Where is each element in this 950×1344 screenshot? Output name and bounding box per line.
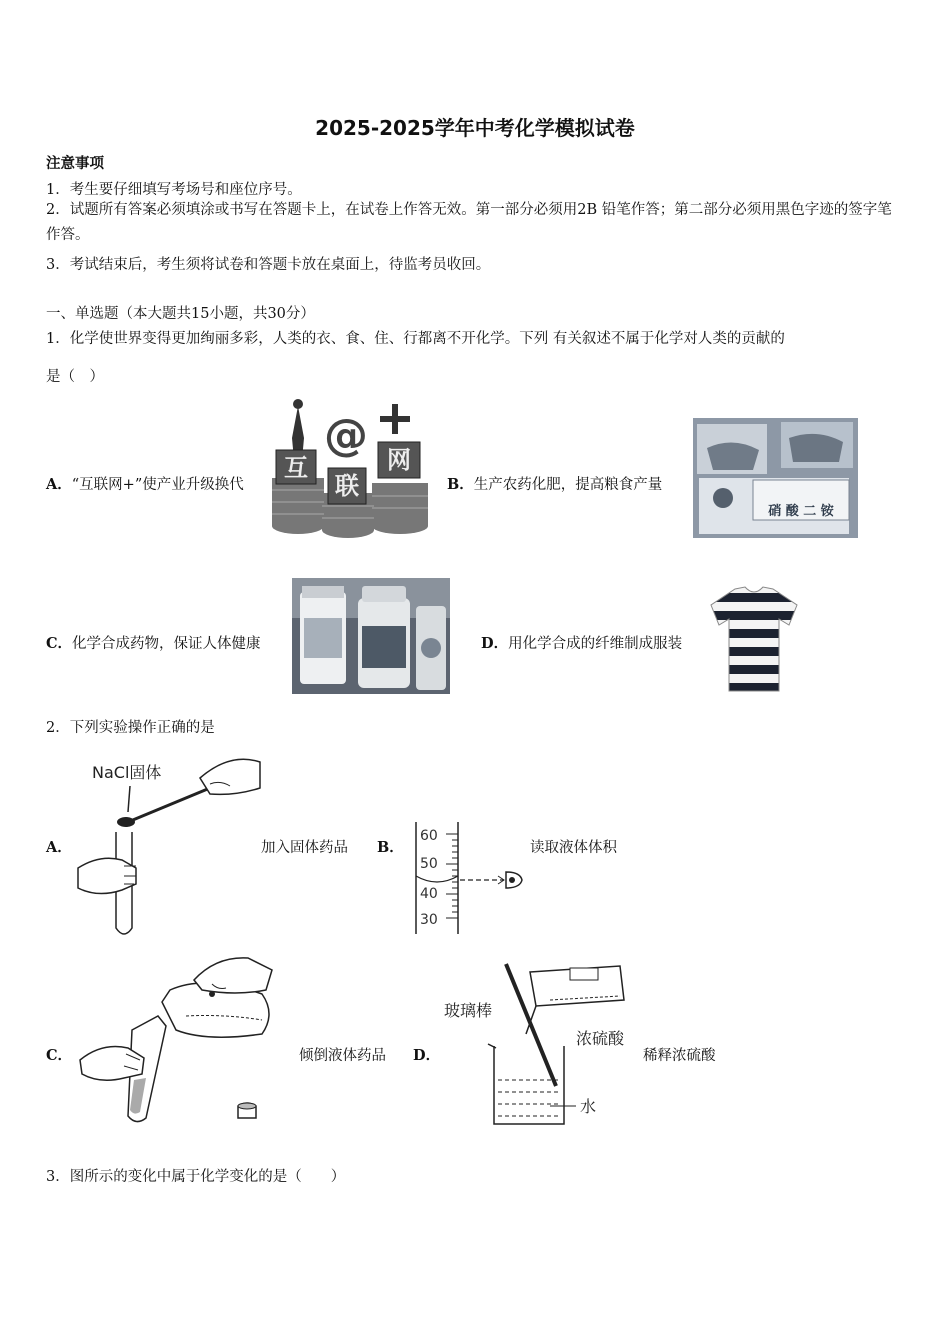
fertilizer-bags-image	[693, 418, 858, 538]
internet-plus-image	[268, 398, 440, 538]
notice-item-3: 3．考试结束后，考生须将试卷和答题卡放在桌面上，待监考员收回。	[46, 257, 491, 273]
bag-label: 硝 酸 二 铵	[768, 504, 834, 519]
add-solid-image	[70, 748, 265, 940]
q2-option-c-key: C．	[46, 1047, 73, 1064]
q2-option-d-text: 稀释浓硫酸	[643, 1048, 716, 1064]
scale-40: 40	[420, 886, 438, 902]
tile-text: 联	[335, 472, 359, 500]
q3-stem: 3．图所示的变化中属于化学变化的是（ ）	[46, 1169, 346, 1185]
graduated-cylinder-image	[410, 818, 530, 938]
option-text: 生产农药化肥，提高粮食产量	[473, 477, 663, 493]
option-key: D．	[481, 635, 509, 652]
section-heading: 一、单选题（本大题共15小题，共30分）	[46, 306, 315, 322]
option-key: C．	[46, 635, 73, 652]
scale-50: 50	[420, 856, 438, 872]
q1-stem-line2: 是（ ）	[46, 369, 104, 385]
q1-option-c	[46, 632, 261, 653]
option-key: B．	[447, 476, 474, 493]
scale-30: 30	[420, 912, 438, 928]
q1-stem-line1: 1．化学使世界变得更加绚丽多彩，人类的衣、食、住、行都离不开化学。下列 有关叙述不属于化学对人类的贡献的	[46, 331, 785, 347]
q2-option-d-key: D．	[413, 1047, 441, 1064]
medicine-bottles-image	[292, 578, 450, 694]
glass-rod-label: 玻璃棒	[444, 1001, 493, 1020]
scale-60: 60	[420, 828, 438, 844]
option-key: A．	[46, 476, 72, 493]
option-text: 用化学合成的纤维制成服装	[508, 636, 683, 652]
option-text: “互联网+”使产业升级换代	[71, 477, 244, 493]
dilute-acid-image	[440, 960, 645, 1132]
q2-option-c-text: 倾倒液体药品	[299, 1048, 386, 1064]
tile-text: 网	[387, 446, 411, 474]
q2-option-a-text: 加入固体药品	[261, 840, 348, 856]
pour-liquid-image	[76, 950, 276, 1128]
q2-option-b-key: B．	[377, 839, 404, 856]
notice-item-2: 2．试题所有答案必须填涂或书写在答题卡上，在试卷上作答无效。第一部分必须用2B 铅笔作答；第二部分必须用黑色字迹的签字笔作答。	[46, 202, 892, 243]
q1-option-d	[481, 632, 682, 653]
svg-text:@: @	[324, 410, 368, 461]
option-text: 化学合成药物，保证人体健康	[72, 636, 261, 652]
tile-text: 互	[284, 454, 308, 482]
q2-stem: 2．下列实验操作正确的是	[46, 720, 215, 736]
notice-item-1: 1．考生要仔细填写考场号和座位序号。	[46, 182, 302, 198]
q2-option-a-key: A．	[46, 839, 72, 856]
q1-option-a	[46, 473, 244, 494]
sulfuric-acid-label: 浓硫酸	[576, 1029, 625, 1048]
nacl-label: NaCl固体	[92, 763, 162, 782]
page-title: 2025-2025学年中考化学模拟试卷	[315, 116, 635, 140]
striped-shirt-image	[705, 583, 803, 695]
notice-heading: 注意事项	[46, 155, 104, 172]
water-label: 水	[580, 1097, 597, 1116]
q1-option-b	[447, 473, 662, 494]
q2-option-b-text: 读取液体体积	[530, 840, 617, 856]
